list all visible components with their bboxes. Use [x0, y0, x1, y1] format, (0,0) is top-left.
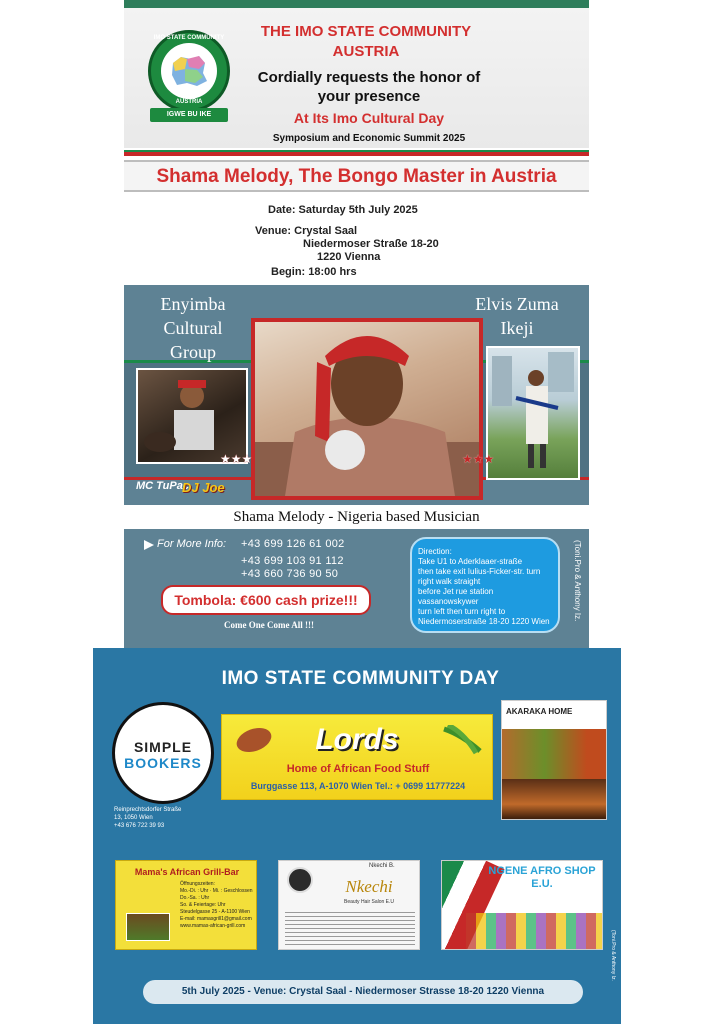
direction-box — [410, 537, 560, 633]
simple-bookers-logo — [112, 702, 214, 804]
salon-face-icon — [287, 867, 313, 893]
sponsors-title: IMO STATE COMMUNITY DAY — [221, 668, 500, 689]
right-group-line: Elvis Zuma — [475, 294, 559, 314]
headline-banner — [124, 160, 589, 192]
address-line: Reinprechtsdorfer Straße — [114, 807, 182, 813]
mamas-line: Steudelgasse 25 - A-1100 Wien — [180, 909, 250, 915]
nkechi-name: Nkechi — [345, 877, 393, 896]
direction-line: right walk straight — [418, 577, 481, 586]
lords-address: Burggasse 113, A-1070 Wien Tel.: + 0699 11777224 — [250, 781, 466, 791]
main-performer-photo — [251, 318, 483, 500]
direction-line: Niedermoserstraße 18-20 1220 Wien — [418, 617, 550, 626]
elvis-zuma-figure-icon — [488, 348, 578, 478]
simple-bookers-address — [114, 806, 224, 830]
akaraka-title: AKARAKA HOME — [506, 707, 573, 716]
lords-name: Lords — [315, 723, 399, 756]
akaraka-food-image — [502, 729, 607, 779]
invite-line2: your presence — [317, 88, 421, 105]
more-info-label: For More Info: — [157, 538, 227, 550]
mamas-food-image — [126, 913, 170, 941]
logo-bottom-text: AUSTRIA — [175, 99, 203, 105]
mamas-title: Mama's African Grill-Bar — [134, 867, 240, 877]
left-group-line: Cultural — [163, 318, 223, 338]
org-title-line2: AUSTRIA — [332, 43, 400, 60]
venue-line3: 1220 Vienna — [317, 251, 381, 263]
simple-bookers-line2: BOOKERS — [124, 755, 202, 771]
address-line: 13, 1050 Wien — [114, 815, 153, 821]
venue-line2: Niedermoser Straße 18-20 — [303, 238, 439, 250]
phone-number[interactable]: +43 699 103 91 112 — [241, 555, 344, 567]
okra-icon — [442, 725, 482, 755]
direction-line: before Jet rue station — [418, 587, 494, 596]
ngene-shop-ad — [441, 860, 603, 950]
designer-credit-small: (Toni.Pro & Anthony Iz. — [610, 930, 616, 981]
akaraka-interior-image — [502, 779, 607, 820]
mamas-line: So. & Feiertage: Uhr — [180, 902, 226, 908]
direction-line: turn left then turn right to — [418, 607, 506, 616]
left-performer-photo — [136, 368, 248, 464]
mamas-line: Öffnungszeiten: — [180, 881, 215, 887]
org-title-line1: THE IMO STATE COMMUNITY — [260, 23, 472, 40]
ngene-title: NGENE AFRO SHOP E.U. — [488, 865, 596, 890]
left-group-line: Group — [170, 342, 216, 362]
lords-tagline: Home of African Food Stuff — [286, 763, 430, 775]
phone-number[interactable]: +43 699 126 61 002 — [241, 538, 345, 550]
right-performer-photo — [486, 346, 580, 480]
decor-stars-left: ★★★ — [220, 452, 253, 466]
nkechi-subtitle: Beauty Hair Salon E.U — [343, 899, 395, 905]
header-divider — [124, 150, 589, 156]
invite-line1: Cordially requests the honor of — [257, 69, 481, 86]
mamas-grill-ad — [115, 860, 257, 950]
direction-line: Direction: — [418, 547, 452, 556]
venue-line1: Venue: Crystal Saal — [255, 225, 358, 237]
dj-name: DJ Joe — [182, 480, 225, 495]
event-date: Date: Saturday 5th July 2025 — [268, 204, 418, 216]
mc-name: MC TuPac — [136, 480, 189, 492]
event-name: At Its Imo Cultural Day — [293, 110, 445, 126]
direction-line: then take exit Iulius-Ficker-str. turn — [418, 567, 541, 576]
address-line: +43 676 722 39 93 — [114, 823, 165, 829]
flyer-top-stripe — [124, 0, 589, 8]
mamas-line: Mo.-Di. : Uhr · Mi. : Geschlossen — [180, 888, 253, 894]
footer-venue-pill: 5th July 2025 - Venue: Crystal Saal - Niedermoser Strasse 18-20 1220 Vienna — [143, 980, 583, 1004]
ngene-goods-image — [466, 913, 602, 949]
begin-time: Begin: 18:00 hrs — [271, 266, 357, 278]
logo-ribbon: IGWE BU IKE — [150, 108, 228, 122]
main-performer-figure-icon — [255, 322, 479, 496]
tombola-badge: Tombola: €600 cash prize!!! — [161, 585, 371, 615]
lords-ad — [221, 714, 493, 800]
drummer-figure-icon — [138, 370, 246, 462]
direction-line: vassanowskywer — [418, 597, 479, 606]
mamas-hours — [180, 881, 256, 930]
state-map-icon — [169, 53, 209, 89]
come-one-come-all: Come One Come All !!! — [224, 620, 314, 630]
invite-text — [224, 68, 514, 106]
left-group-name — [138, 292, 248, 364]
simple-bookers-line1: SIMPLE — [133, 739, 193, 755]
mamas-line: E-mail: mamasgrill1@gmail.com — [180, 916, 252, 922]
nkechi-owner: Nkechi B. — [369, 863, 395, 869]
mamas-line: www.mamas-african-grill.com — [180, 923, 246, 929]
mamas-line: Do.-Sa. : Uhr — [180, 895, 210, 901]
nkechi-salon-ad — [278, 860, 420, 950]
logo-top-text: IMO STATE COMMUNITY — [153, 35, 225, 41]
akaraka-ad — [501, 700, 607, 820]
nkechi-services-text — [285, 909, 415, 945]
performer-caption: Shama Melody - Nigeria based Musician — [233, 509, 480, 525]
logo-emblem — [161, 43, 217, 99]
left-group-line: Enyimba — [160, 294, 226, 314]
decor-stars-right: ★★★ — [462, 452, 495, 466]
symposium-line: Symposium and Economic Summit 2025 — [272, 133, 466, 144]
designer-credit: (Toni.Pro & Anthony Iz. — [573, 540, 582, 622]
community-logo — [148, 30, 230, 112]
right-group-line: Ikeji — [500, 318, 534, 338]
org-title — [236, 22, 496, 62]
headline-text: Shama Melody, The Bongo Master in Austria — [156, 166, 557, 187]
phone-number[interactable]: +43 660 736 90 50 — [241, 568, 339, 580]
yam-icon — [233, 724, 274, 757]
direction-line: Take U1 to Aderklaaer-straße — [418, 557, 523, 566]
